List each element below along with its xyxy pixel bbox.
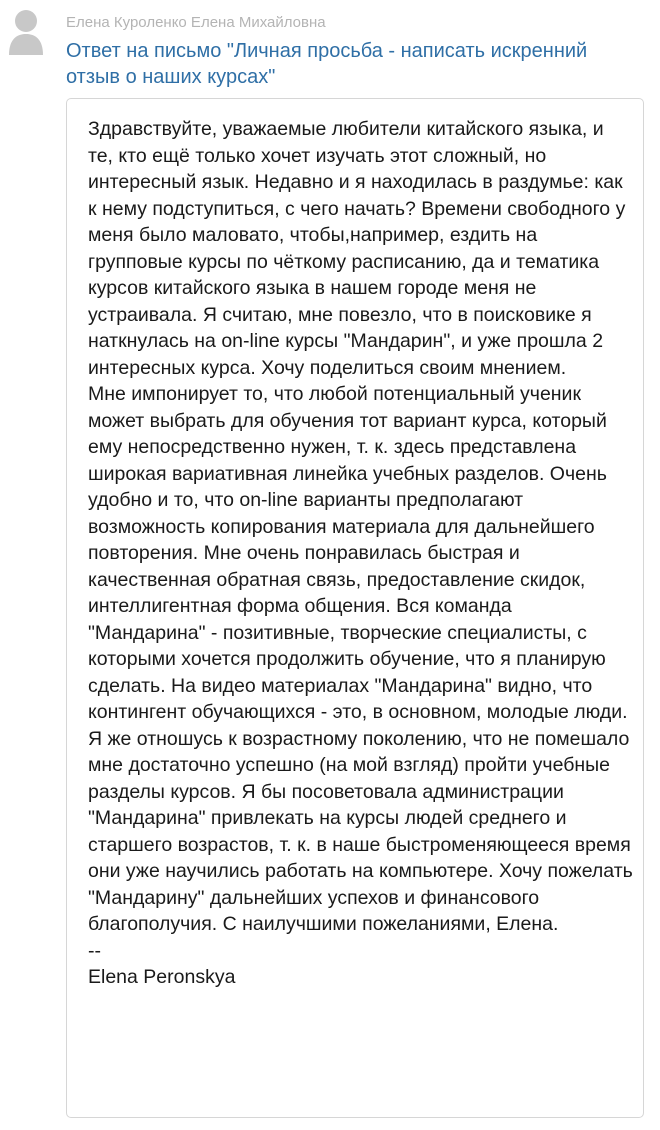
- avatar[interactable]: [7, 5, 45, 55]
- message-box: [66, 98, 644, 1118]
- author-name: Елена Куроленко Елена Михайловна: [66, 14, 326, 31]
- message-body: Здравствуйте, уважаемые любители китайского языка, и те, кто ещё только хочет изучать этот сложный, но интересный язык. Недавно и я находилась в раздумье: как к нему подступиться, с чего начать? Времени свободного у меня было маловато, чтобы,например, ездить на групповые курсы по чёткому расписанию, да и тематика курсов китайского языка в нашем городе меня не устраивала. Я считаю, мне повезло, что в поисковике я наткнулась на on-line курсы "Мандарин", и уже прошла 2 интересных курса. Хочу поделиться своим мнением. Мне импонирует то, что любой потенциальный ученик может выбрать для обучения тот вариант курса, который ему непосредственно нужен, т. к. здесь представлена широкая вариативная линейка учебных разделов. Очень удобно и то, что on-line варианты предполагают возможность копирования материала для дальнейшего повторения. Мне очень понравилась быстрая и качественная обратная связь, предоставление скидок, интеллигентная форма общения. Вся команда "Мандарина" - позитивные, творческие специалисты, с которыми хочется продолжить обучение, что я планирую сделать. На видео материалах "Мандарина" видно, что контингент обучающихся - это, в основном, молодые люди. Я же отношусь к возрастному поколению, что не помешало мне достаточно успешно (на мой взгляд) пройти учебные разделы курсов. Я бы посоветовала администрации "Мандарина" привлекать на курсы людей среднего и старшего возрастов, т. к. в наше быстроменяющееся время они уже научились работать на компьютере. Хочу пожелать "Мандарину" дальнейших успехов и финансового благополучия. С наилучшими пожеланиями, Елена. -- Elena Peronskya: [88, 118, 633, 988]
- message-subject-link[interactable]: Ответ на письмо "Личная просьба - написать искренний отзыв о наших курсах": [66, 40, 588, 88]
- user-silhouette-icon: [7, 5, 45, 55]
